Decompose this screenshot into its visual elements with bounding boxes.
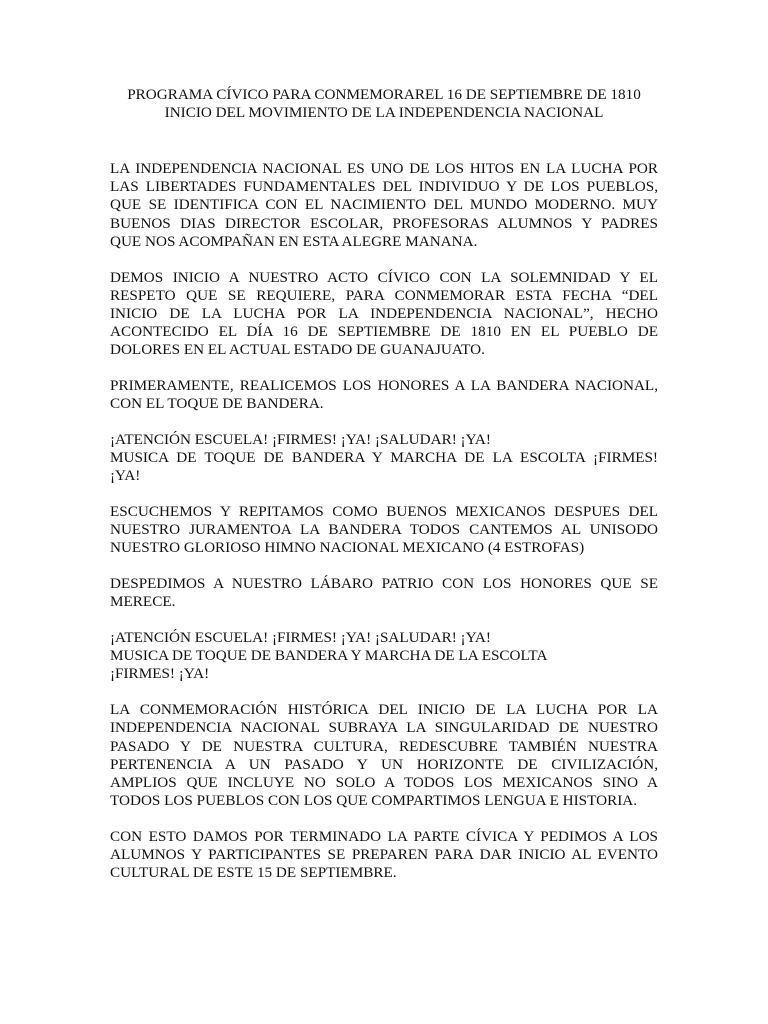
- text-line: ¡ATENCIÓN ESCUELA! ¡FIRMES! ¡YA! ¡SALUDAR! ¡YA!: [110, 430, 491, 448]
- text-line: MUSICA DE TOQUE DE BANDERA Y MARCHA DE LA ESCOLTA ¡FIRMES!: [110, 449, 658, 467]
- text-line: NUESTRO GLORIOSO HIMNO NACIONAL MEXICANO (4 ESTROFAS): [110, 539, 585, 557]
- text-line: INDEPENDENCIA NACIONAL SUBRAYA LA SINGULARIDAD DE NUESTRO: [110, 719, 658, 737]
- text-line: ¡ATENCIÓN ESCUELA! ¡FIRMES! ¡YA! ¡SALUDAR! ¡YA!: [110, 629, 491, 647]
- text-line: ¡YA!: [110, 467, 141, 485]
- text-line: ESCUCHEMOS Y REPITAMOS COMO BUENOS MEXICANOS DESPUES DEL: [110, 503, 658, 521]
- text-line: INICIO DE LA LUCHA POR LA INDEPENDENCIA NACIONAL”, HECHO: [110, 304, 658, 322]
- document-title: [110, 86, 658, 122]
- document-body: [110, 160, 658, 900]
- text-line: LAS LIBERTADES FUNDAMENTALES DEL INDIVIDUO Y DE LOS PUEBLOS,: [110, 178, 658, 196]
- paragraph-command-1: [110, 431, 658, 486]
- text-line: PASADO Y DE NUESTRA CULTURA, REDESCUBRE TAMBIÉN NUESTRA: [110, 737, 658, 755]
- paragraph-flag-honors: [110, 377, 658, 413]
- text-line: LA CONMEMORACIÓN HISTÓRICA DEL INICIO DE LA LUCHA POR LA: [110, 701, 658, 719]
- text-line: DOLORES EN EL ACTUAL ESTADO DE GUANAJUATO.: [110, 341, 485, 359]
- text-line: DESPEDIMOS A NUESTRO LÁBARO PATRIO CON LOS HONORES QUE SE: [110, 575, 658, 593]
- text-line: PERTENENCIA A UN PASADO Y UN HORIZONTE DE CIVILIZACIÓN,: [110, 755, 658, 773]
- text-line: CULTURAL DE ESTE 15 DE SEPTIEMBRE.: [110, 864, 397, 882]
- text-line: PRIMERAMENTE, REALICEMOS LOS HONORES A LA BANDERA NACIONAL,: [110, 377, 658, 395]
- text-line: QUE SE IDENTIFICA CON EL NACIMIENTO DEL MUNDO MODERNO. MUY: [110, 196, 658, 214]
- text-line: ¡FIRMES! ¡YA!: [110, 665, 210, 683]
- text-line: AMPLIOS QUE INCLUYE NO SOLO A TODOS LOS MEXICANOS SINO A: [110, 773, 658, 791]
- text-line: LA INDEPENDENCIA NACIONAL ES UNO DE LOS HITOS EN LA LUCHA POR: [110, 160, 658, 177]
- text-line: BUENOS DIAS DIRECTOR ESCOLAR, PROFESORAS ALUMNOS Y PADRES: [110, 214, 658, 232]
- paragraph-command-2: [110, 629, 658, 684]
- paragraph-opening: [110, 269, 658, 360]
- text-line: ALUMNOS Y PARTICIPANTES SE PREPAREN PARA DAR INICIO AL EVENTO: [110, 846, 658, 864]
- text-line: DEMOS INICIO A NUESTRO ACTO CÍVICO CON LA SOLEMNIDAD Y EL: [110, 268, 658, 286]
- paragraph-intro: [110, 160, 658, 251]
- text-line: MUSICA DE TOQUE DE BANDERA Y MARCHA DE LA ESCOLTA: [110, 647, 548, 665]
- text-line: QUE NOS ACOMPAÑAN EN ESTA ALEGRE MANANA.: [110, 232, 478, 250]
- text-line: RESPETO QUE SE REQUIERE, PARA CONMEMORAR ESTA FECHA “DEL: [110, 286, 658, 304]
- paragraph-commemoration: [110, 701, 658, 810]
- text-line: NUESTRO JURAMENTOA LA BANDERA TODOS CANTEMOS AL UNISODO: [110, 521, 658, 539]
- title-line: INICIO DEL MOVIMIENTO DE LA INDEPENDENCIA NACIONAL: [164, 104, 604, 122]
- text-line: ACONTECIDO EL DÍA 16 DE SEPTIEMBRE DE 1810 EN EL PUEBLO DE: [110, 323, 658, 341]
- paragraph-closing: [110, 828, 658, 883]
- paragraph-farewell: [110, 575, 658, 611]
- text-line: CON EL TOQUE DE BANDERA.: [110, 395, 324, 413]
- title-line: PROGRAMA CÍVICO PARA CONMEMORAREL 16 DE SEPTIEMBRE DE 1810: [127, 86, 641, 103]
- text-line: MERECE.: [110, 593, 176, 611]
- paragraph-anthem: [110, 503, 658, 558]
- text-line: CON ESTO DAMOS POR TERMINADO LA PARTE CÍVICA Y PEDIMOS A LOS: [110, 827, 658, 845]
- text-line: TODOS LOS PUEBLOS CON LOS QUE COMPARTIMOS LENGUA E HISTORIA.: [110, 792, 638, 810]
